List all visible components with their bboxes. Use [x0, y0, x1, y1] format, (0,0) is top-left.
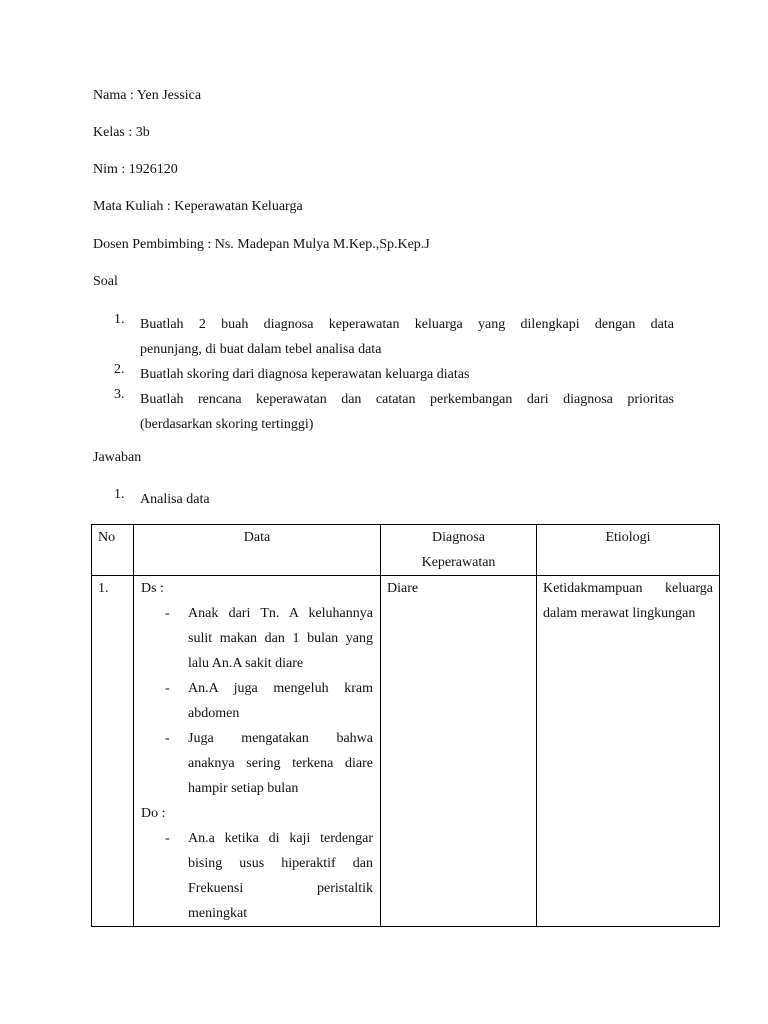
jawaban-heading: Jawaban	[93, 450, 142, 465]
row-data-cell	[134, 576, 381, 927]
row-number: 1.	[92, 576, 134, 927]
do-label: Do :	[141, 806, 166, 821]
soal-item-text: Buatlah 2 buah diagnosa keperawatan keluarga yang dilengkapi dengan data penunjang, di buat dalam tebel analisa data	[140, 317, 674, 357]
header-no: No	[92, 525, 134, 576]
table-row	[92, 576, 720, 927]
row-diagnosa: Diare	[381, 576, 537, 927]
jawaban-item-text: Analisa data	[140, 492, 210, 507]
student-nim: Nim : 1926120	[93, 162, 178, 177]
soal-item-number: 3.	[114, 387, 125, 402]
dash-bullet: -	[165, 681, 170, 696]
soal-item-text: Buatlah skoring dari diagnosa keperawatan keluarga diatas	[140, 367, 470, 382]
soal-item-text: Buatlah rencana keperawatan dan catatan perkembangan dari diagnosa prioritas (berdasarkan skoring tertinggi)	[140, 392, 674, 432]
header-diagnosa: Diagnosa Keperawatan	[381, 525, 537, 576]
header-etiologi: Etiologi	[537, 525, 720, 576]
dash-bullet: -	[165, 606, 170, 621]
header-data: Data	[134, 525, 381, 576]
lecturer-name: Dosen Pembimbing : Ns. Madepan Mulya M.Kep.,Sp.Kep.J	[93, 237, 430, 252]
do-list-item: - An.a ketika di kaji terdengar bising usus hiperaktif dan Frekuensi peristaltik meningkat	[141, 826, 380, 926]
dash-bullet: -	[165, 831, 170, 846]
jawaban-item-number: 1.	[114, 487, 125, 502]
ds-list-item: - Anak dari Tn. A keluhannya sulit makan dan 1 bulan yang lalu An.A sakit diare	[141, 601, 380, 676]
student-class: Kelas : 3b	[93, 125, 150, 140]
soal-item-number: 2.	[114, 362, 125, 377]
dash-bullet: -	[165, 731, 170, 746]
row-etiologi: Ketidakmampuan keluarga dalam merawat lingkungan	[537, 576, 720, 927]
ds-list-item: - An.A juga mengeluh kram abdomen	[141, 676, 380, 726]
student-name: Nama : Yen Jessica	[93, 88, 202, 103]
soal-item-number: 1.	[114, 312, 125, 327]
ds-list-item: - Juga mengatakan bahwa anaknya sering terkena diare hampir setiap bulan	[141, 726, 380, 801]
course-name: Mata Kuliah : Keperawatan Keluarga	[93, 199, 303, 214]
analisa-data-table	[91, 524, 720, 927]
table-header-row	[92, 525, 720, 576]
soal-heading: Soal	[93, 274, 118, 289]
ds-label: Ds :	[141, 581, 164, 596]
